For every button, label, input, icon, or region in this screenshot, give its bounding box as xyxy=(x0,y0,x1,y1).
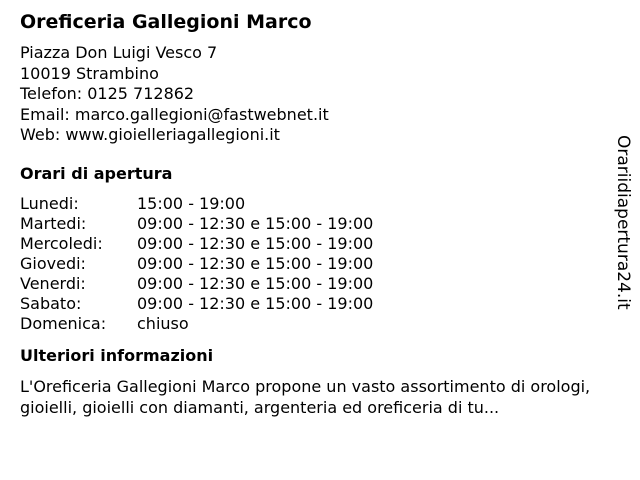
day-label: Venerdi: xyxy=(20,273,86,293)
day-label: Martedi: xyxy=(20,213,87,233)
address-street: Piazza Don Luigi Vesco 7 xyxy=(20,43,218,62)
hours-row-tuesday xyxy=(20,214,605,234)
time-value: 09:00 - 12:30 e 15:00 - 19:00 xyxy=(137,253,374,273)
day-label: Sabato: xyxy=(20,293,82,313)
shop-contact-block xyxy=(20,43,605,146)
time-value: 15:00 - 19:00 xyxy=(137,193,246,213)
address-city: 10019 Strambino xyxy=(20,63,159,83)
email-address: Email: marco.gallegioni@fastwebnet.it xyxy=(20,104,329,124)
opening-hours-table xyxy=(20,194,605,334)
time-value: 09:00 - 12:30 e 15:00 - 19:00 xyxy=(137,273,374,293)
time-value: 09:00 - 12:30 e 15:00 - 19:00 xyxy=(137,233,374,253)
day-label: Mercoledi: xyxy=(20,233,103,253)
day-label: Lunedi: xyxy=(20,193,79,213)
opening-hours-title: Orari di apertura xyxy=(20,163,173,183)
hours-row-wednesday xyxy=(20,234,605,254)
day-label: Domenica: xyxy=(20,313,107,333)
hours-row-sunday xyxy=(20,314,605,334)
website-address: Web: www.gioielleriagallegioni.it xyxy=(20,125,280,144)
time-value: 09:00 - 12:30 e 15:00 - 19:00 xyxy=(137,293,374,313)
shop-card xyxy=(20,10,605,418)
site-brand-vertical: Orariidiapertura24.it xyxy=(613,135,633,310)
hours-row-saturday xyxy=(20,294,605,314)
shop-name: Oreficeria Gallegioni Marco xyxy=(20,11,312,33)
time-value: chiuso xyxy=(137,313,189,333)
phone-number: Telefon: 0125 712862 xyxy=(20,84,195,103)
additional-info-title: Ulteriori informazioni xyxy=(20,345,214,365)
day-label: Giovedi: xyxy=(20,253,86,273)
time-value: 09:00 - 12:30 e 15:00 - 19:00 xyxy=(137,213,374,233)
hours-row-monday xyxy=(20,194,605,214)
hours-row-friday xyxy=(20,274,605,294)
hours-row-thursday xyxy=(20,254,605,274)
additional-info-text: L'Oreficeria Gallegioni Marco propone un vasto assortimento di orologi, gioielli, gioielli con diamanti, argenteria ed oreficeria di tu... xyxy=(20,376,591,417)
